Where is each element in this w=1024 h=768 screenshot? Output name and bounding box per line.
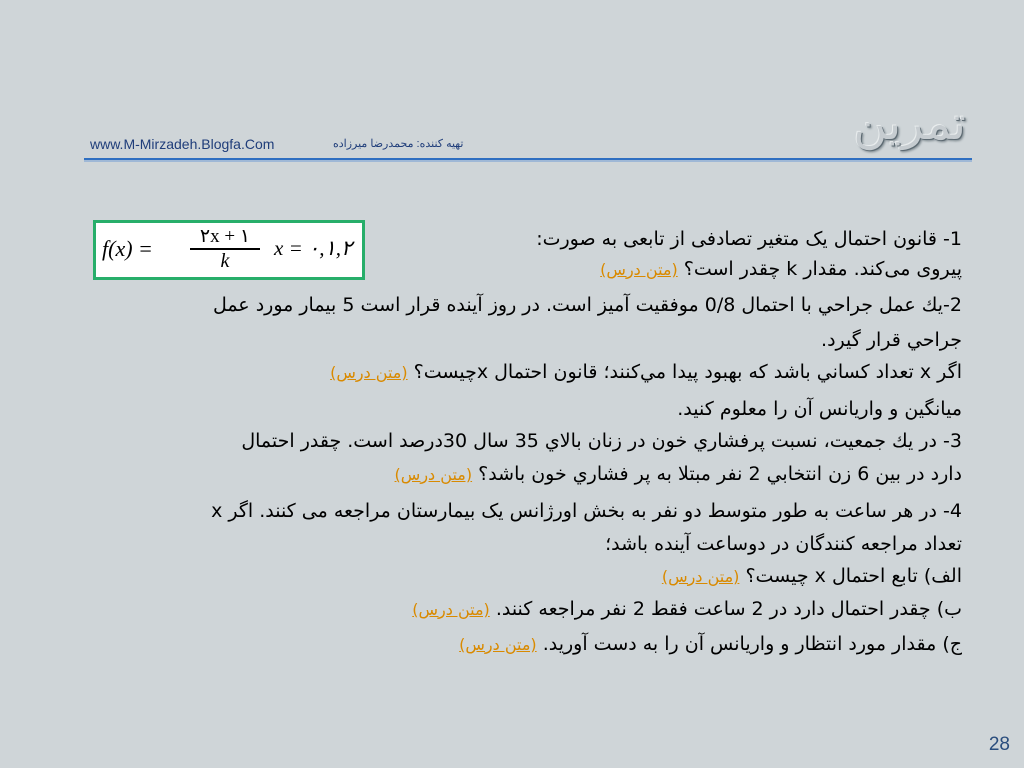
lesson-link-3[interactable]: (متن درس): [394, 465, 473, 484]
problem-1-line-1: 1- قانون احتمال یک متغیر تصادفی از تابعی به صورت:: [536, 228, 962, 250]
formula-lhs: f(x) =: [102, 236, 153, 261]
problem-4-line-5: ج) مقدار مورد انتظار و واریانس آن را به دست آورید. (متن درس): [459, 633, 962, 655]
problem-1-line-2: پیروی می‌کند. مقدار k چقدر است؟ (متن درس): [600, 258, 962, 280]
lesson-link-4[interactable]: (متن درس): [661, 567, 740, 586]
lesson-link-1[interactable]: (متن درس): [600, 260, 678, 279]
problem-4-line-2: تعداد مراجعه کنندگان در دوساعت آینده باشد؛: [605, 533, 962, 555]
problem-3-line-2: دارد در بين 6 زن انتخابي 2 نفر مبتلا به پر فشاري خون باشد؟ (متن درس): [394, 463, 962, 485]
formula-fraction: [190, 225, 260, 273]
header-divider: [84, 158, 972, 160]
problem-3-line-1: 3- در يك جمعيت، نسبت پرفشاري خون در زنان بالاي 35 سال 30درصد است. چقدر احتمال: [241, 430, 962, 452]
problem-4-line-1: 4- در هر ساعت به طور متوسط دو نفر به بخش اورژانس یک بیمارستان مراجعه می کنند. اگر x: [211, 500, 962, 522]
formula-domain: x = ۰,۱,۲: [274, 236, 353, 260]
problem-2-line-3: اگر x تعداد كساني باشد كه بهبود پيدا مي‌كنند؛ قانون احتمال xچيست؟ (متن درس): [330, 361, 962, 383]
slide-title: تمرین: [853, 96, 966, 150]
problem-2-line-1: 2-يك عمل جراحي با احتمال 0/8 موفقيت آميز است. در روز آينده قرار است 5 بيمار مورد عمل: [212, 294, 962, 316]
formula-denominator: k: [220, 250, 230, 272]
website-url: www.M-Mirzadeh.Blogfa.Com: [90, 136, 275, 152]
problem-2-line-4: ميانگين و واريانس آن را معلوم كنيد.: [677, 398, 962, 420]
author-credit: تهیه کننده: محمدرضا میرزاده: [333, 138, 464, 150]
lesson-link-2[interactable]: (متن درس): [330, 363, 408, 382]
problem-4-line-4: ب) چقدر احتمال دارد در 2 ساعت فقط 2 نفر مراجعه کنند. (متن درس): [412, 598, 962, 620]
page-number: 28: [988, 734, 1010, 755]
probability-formula-box: [93, 220, 365, 280]
problem-4-line-3: الف) تابع احتمال x چیست؟ (متن درس): [661, 565, 962, 587]
formula-numerator: ۲x + ۱: [190, 225, 260, 250]
problem-2-line-2: جراحي قرار گيرد.: [821, 329, 962, 351]
lesson-link-5[interactable]: (متن درس): [412, 600, 490, 619]
lesson-link-6[interactable]: (متن درس): [459, 635, 537, 654]
